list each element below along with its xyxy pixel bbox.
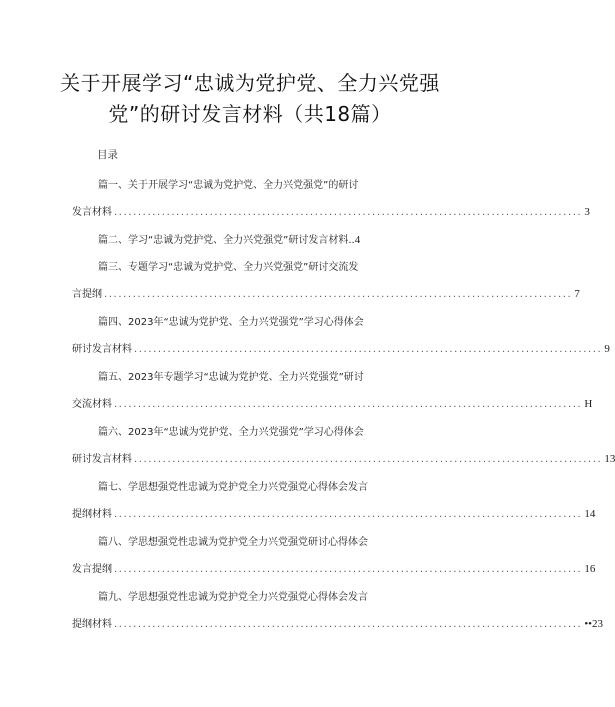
toc-entry-title: 篇九、学思想强党性忠诚为党护党全力兴党强党心得体会发言 [98, 592, 368, 603]
toc-entry-title-end: 提纲材料 [72, 619, 112, 630]
toc-page-number: 9 [604, 343, 610, 355]
toc-entry-title-end: 提纲材料 [72, 509, 112, 520]
toc-entry-title: 篇四、2023年“忠诚为党护党、全力兴党强党”学习心得体会 [98, 317, 364, 328]
toc-entry-title-end: 发言提纲 [72, 564, 112, 575]
toc-page-number: ••23 [584, 618, 604, 630]
title-line-2: 党”的研讨发言材料（共18篇） [108, 102, 392, 126]
toc-entry-title: 篇一、关于开展学习“忠诚为党护党、全力兴党强党”的研讨 [98, 180, 359, 191]
toc-entry-title: 篇七、学思想强党性忠诚为党护党全力兴党强党心得体会发言 [98, 482, 368, 493]
toc-entry-title: 篇三、专题学习“忠诚为党护党、全力兴党强党”研讨交流发 [98, 262, 359, 273]
toc-entry-title: 篇六、2023年“忠诚为党护党、全力兴党强党”学习心得体会 [98, 427, 364, 438]
dot-leader: .................................................................................................. [104, 289, 573, 300]
toc-entry-continuation [72, 395, 593, 410]
toc-page-number: 14 [584, 508, 596, 520]
dot-leader: .................................................................................................. [114, 619, 583, 630]
toc-entry-title-row [98, 231, 360, 246]
toc-page-number: 3 [584, 206, 590, 218]
toc-page-number: 16 [584, 563, 596, 575]
toc-entry-title-end: 交流材料 [72, 399, 112, 410]
dot-leader: .................................................................................................. [114, 399, 583, 410]
toc-page-number: 7 [574, 288, 580, 300]
toc-entry-continuation [72, 505, 596, 520]
document-title [40, 68, 460, 130]
toc-page-number: H [584, 398, 593, 410]
toc-page-number: 13 [604, 453, 615, 465]
toc-entry-title-end: 发言材料 [72, 207, 112, 218]
toc-entry-continuation [72, 203, 590, 218]
dot-leader: .................................................................................................. [134, 344, 603, 355]
toc-entry-continuation [72, 450, 615, 465]
toc-entry-title-end: 言提纲 [72, 289, 102, 300]
toc-entry-title-end: 研讨发言材料 [72, 454, 132, 465]
toc-entry-title: 篇五、2023年专题学习“忠诚为党护党、全力兴党强党”研讨 [98, 372, 364, 383]
toc-entry-title: 篇八、学思想强党性忠诚为党护党全力兴党强党研讨心得体会 [98, 537, 368, 548]
toc-heading: 目录 [97, 149, 118, 161]
title-line-1: 关于开展学习“忠诚为党护党、全力兴党强 [60, 71, 440, 95]
toc-entry-continuation [72, 285, 580, 300]
toc-entry-continuation [72, 560, 596, 575]
toc-entry-title: 篇二、学习“忠诚为党护党、全力兴党强党”研讨发言材料 [98, 235, 349, 246]
toc-entry-continuation [72, 615, 604, 630]
toc-page-number: 4 [354, 234, 361, 246]
toc-entry-continuation [72, 340, 610, 355]
dot-leader: .................................................................................................. [114, 509, 583, 520]
dot-leader: .. [348, 235, 355, 246]
toc-entry-title-end: 研讨发言材料 [72, 344, 132, 355]
dot-leader: .................................................................................................. [114, 564, 583, 575]
dot-leader: .................................................................................................. [134, 454, 603, 465]
dot-leader: .................................................................................................. [114, 207, 583, 218]
